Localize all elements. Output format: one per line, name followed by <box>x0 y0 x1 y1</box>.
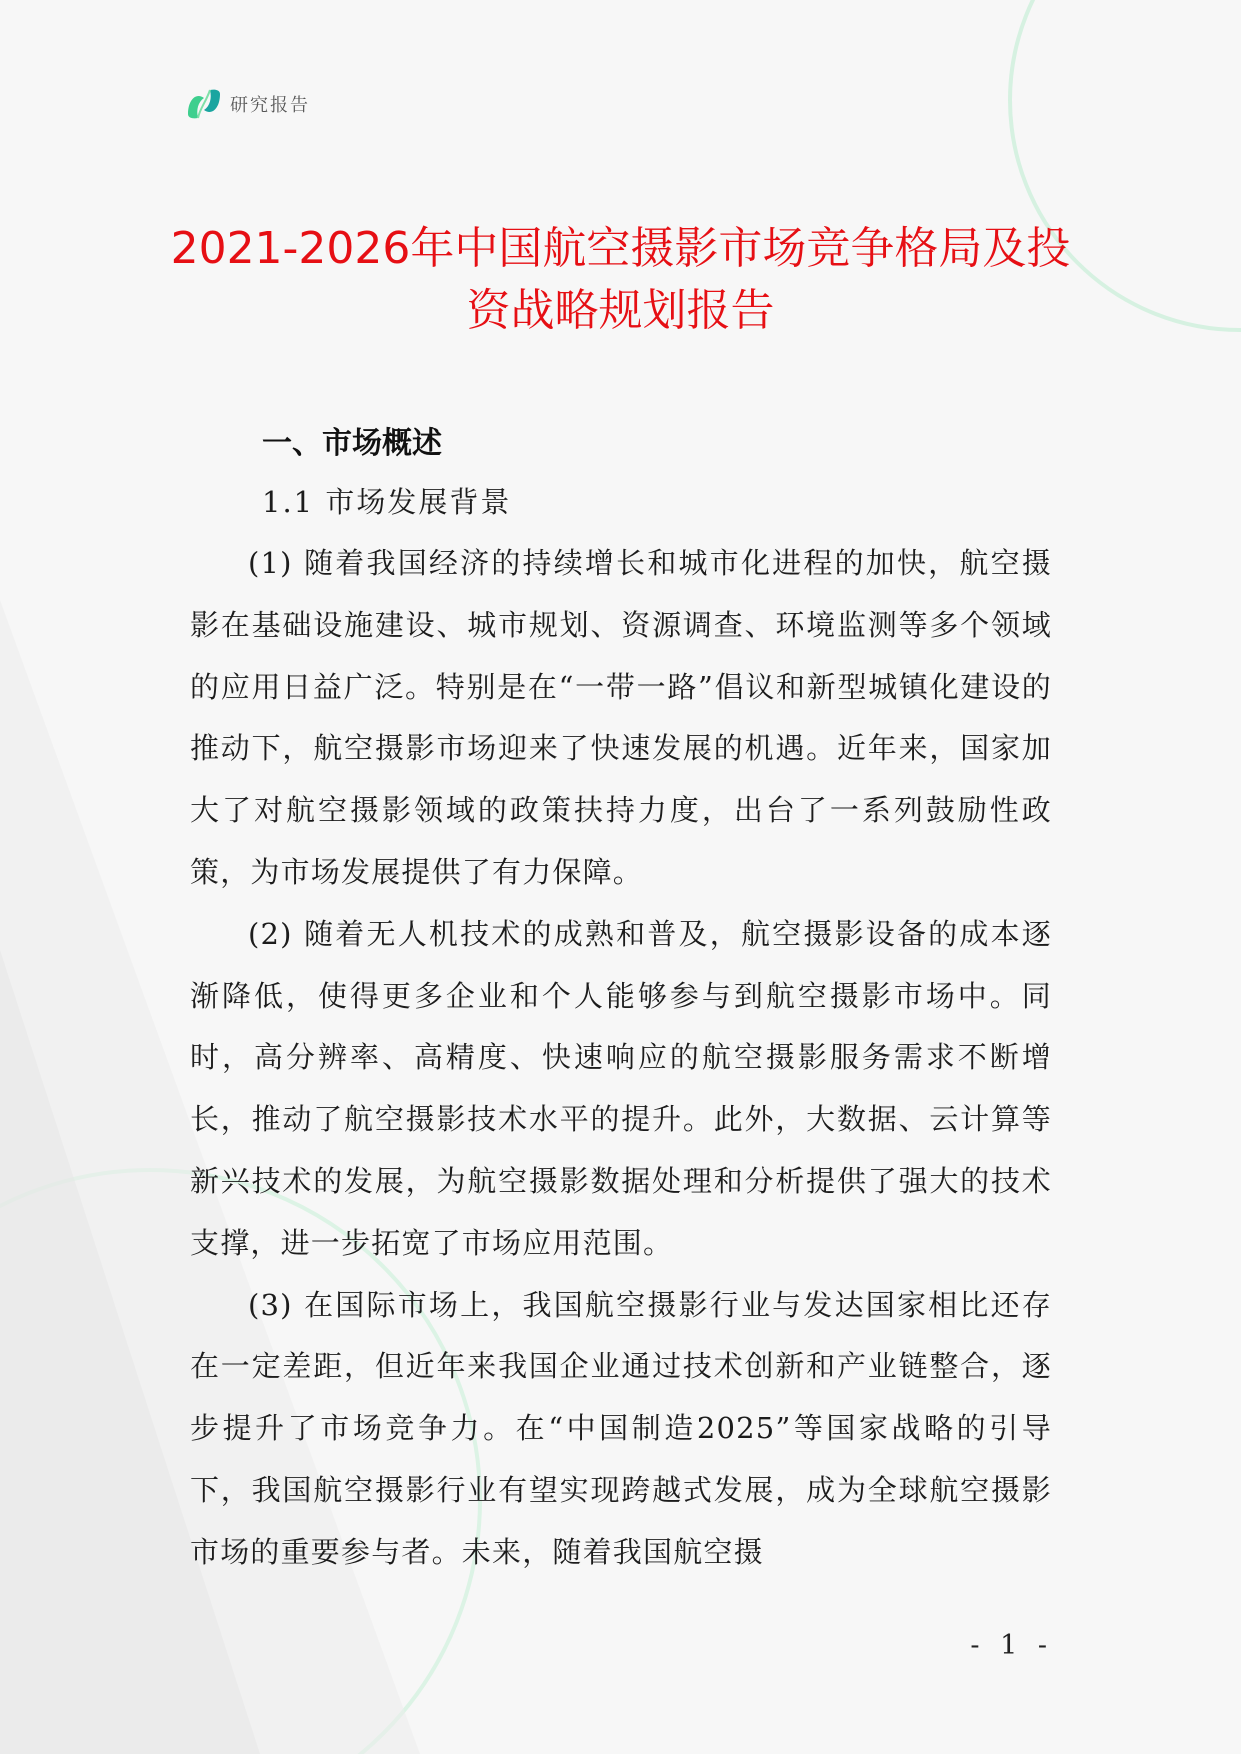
page-number: - 1 - <box>970 1630 1053 1661</box>
subsection-heading: 1.1 市场发展背景 <box>262 485 512 519</box>
section-heading: 一、市场概述 <box>262 426 442 461</box>
paragraph: (3) 在国际市场上，我国航空摄影行业与发达国家相比还存在一定差距，但近年来我国企业通过技术创新和产业链整合，逐步提升了市场竞争力。在“中国制造2025”等国家战略的引导下，我国航空摄影行业有望实现跨越式发展，成为全球航空摄影市场的重要参与者。未来，随着我国航空摄 <box>190 1287 1052 1569</box>
brand-leaf-logo-icon <box>186 88 222 120</box>
paragraph: (2) 随着无人机技术的成熟和普及，航空摄影设备的成本逐渐降低，使得更多企业和个人能够参与到航空摄影市场中。同时，高分辨率、高精度、快速响应的航空摄影服务需求不断增长，推动了航空摄影技术水平的提升。此外，大数据、云计算等新兴技术的发展，为航空摄影数据处理和分析提供了强大的技术支撑，进一步拓宽了市场应用范围。 <box>190 916 1052 1260</box>
brand-text: 研究报告 <box>230 95 310 116</box>
document-title: 2021-2026年中国航空摄影市场竞争格局及投资战略规划报告 <box>170 223 1071 336</box>
brand-header <box>186 88 310 120</box>
paragraph: (1) 随着我国经济的持续增长和城市化进程的加快，航空摄影在基础设施建设、城市规划、资源调查、环境监测等多个领域的应用日益广泛。特别是在“一带一路”倡议和新型城镇化建设的推动下，航空摄影市场迎来了快速发展的机遇。近年来，国家加大了对航空摄影领域的政策扶持力度，出台了一系列鼓励性政策，为市场发展提供了有力保障。 <box>190 546 1052 889</box>
body-text <box>190 533 1052 1584</box>
